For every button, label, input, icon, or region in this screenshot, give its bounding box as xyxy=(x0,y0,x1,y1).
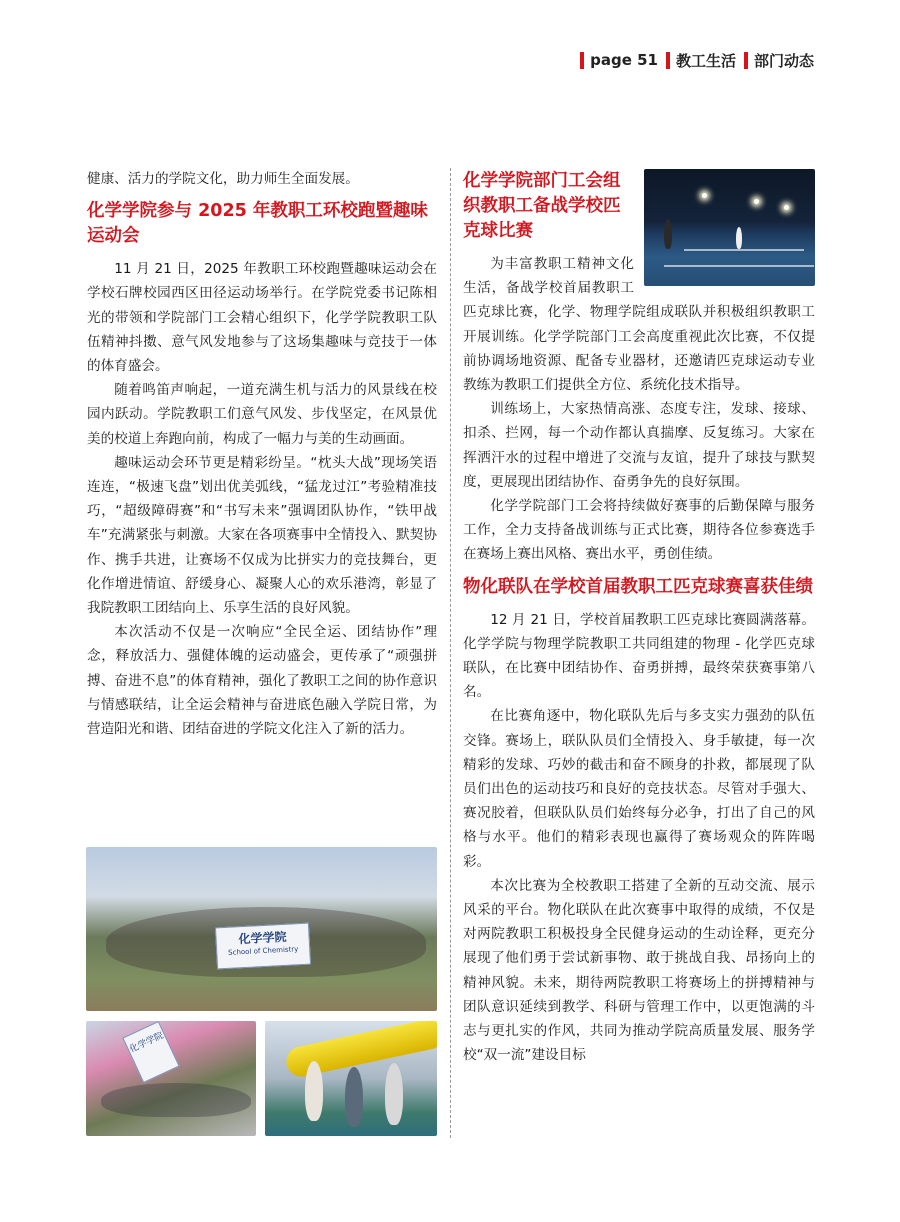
article1-paragraph: 趣味运动会环节更是精彩纷呈。“枕头大战”现场笑语连连，“极速飞盘”划出优美弧线，“猛龙过江”考验精准技巧，“超级障碍赛”和“书写未来”强调团队协作，“铁甲战车”充满紧张与刺激。大家在各项赛事中全情投入、默契协作、携手共进，让赛场不仅成为比拼实力的竞技舞台，更化作增进情谊、舒缓身心、凝聚人心的欢乐港湾，彰显了我院教职工团结向上、乐享生活的良好风貌。 xyxy=(87,454,437,617)
night-court-photo-space xyxy=(644,169,815,286)
floodlight-icon xyxy=(754,199,759,204)
participant-figure xyxy=(385,1063,403,1125)
article1-title: 化学学院参与 2025 年教职工环校跑暨趣味运动会 xyxy=(87,201,428,247)
court-line xyxy=(684,249,804,251)
court-line xyxy=(664,265,814,267)
floodlight-icon xyxy=(784,205,789,210)
floodlight-icon xyxy=(702,193,707,198)
page-header xyxy=(580,50,814,70)
header-accent-bar xyxy=(580,52,584,69)
flag-text: 化学学院 xyxy=(128,1030,166,1056)
page-number: page 51 xyxy=(590,51,658,69)
article2-paragraph: 化学学院部门工会将持续做好赛事的后勤保障与服务工作，全力支持备战训练与正式比赛，期待各位参赛选手在赛场上赛出风格、赛出水平，勇创佳绩。 xyxy=(463,498,815,563)
article3-title: 物化联队在学校首届教职工匹克球赛喜获佳绩 xyxy=(463,576,813,597)
article1-paragraph: 11 月 21 日，2025 年教职工环校跑暨趣味运动会在学校石牌校园西区田径运动场举行。在学院党委书记陈相光的带领和学院部门工会精心组织下，化学学院教职工队伍精神抖擞、意气风发地参与了这场集趣味与竞技于一体的体育盛会。 xyxy=(87,261,437,375)
article2-paragraph: 训练场上，大家热情高涨、态度专注，发球、接球、扣杀、拦网，每一个动作都认真揣摩、反复练习。大家在挥洒汗水的过程中增进了交流与友谊，提升了球技与默契度，更展现出团结协作、奋勇争先的良好氛围。 xyxy=(463,401,815,490)
header-accent-bar xyxy=(666,52,670,69)
section-label: 教工生活 xyxy=(675,51,736,70)
player-figure xyxy=(736,227,742,249)
header-accent-bar xyxy=(744,52,748,69)
school-flag xyxy=(122,1021,179,1083)
inflatable-game-photo xyxy=(265,1021,437,1136)
right-column xyxy=(463,167,815,1068)
column-divider xyxy=(450,168,451,1138)
banner-subtitle: School of Chemistry xyxy=(227,945,299,957)
school-banner xyxy=(215,923,311,970)
subsection-label: 部门动态 xyxy=(753,51,814,70)
article1-paragraph: 本次活动不仅是一次响应“全民全运、团结协作”理念，释放活力、强健体魄的运动盛会，更传承了“顽强拼搏、奋进不息”的体育精神，强化了教职工之间的协作意识与情感联结，让全运会精神与奋进底色融入学院日常，为营造阳光和谐、团结奋进的学院文化注入了新的活力。 xyxy=(87,624,437,738)
flag-group-photo xyxy=(86,1021,256,1136)
banner-title: 化学学院 xyxy=(238,929,287,947)
crowd-figures xyxy=(101,1083,251,1117)
article3-paragraph: 在比赛角逐中，物化联队先后与多支实力强劲的队伍交锋。赛场上，联队队员们全情投入、身手敏捷，每一次精彩的发球、巧妙的截击和奋不顾身的扑救，都展现了队员们出色的运动技巧和良好的竞技状态。尽管对手强大、赛况胶着，但联队队员们始终每分必争，打出了自己的风格与水平。他们的精彩表现也赢得了赛场观众的阵阵喝彩。 xyxy=(463,708,815,870)
article1-paragraph: 随着鸣笛声响起，一道充满生机与活力的风景线在校园内跃动。学院教职工们意气风发、步伐坚定，在风景优美的校道上奔跑向前，构成了一幅力与美的生动画面。 xyxy=(87,382,437,447)
article3-paragraph: 本次比赛为全校教职工搭建了全新的互动交流、展示风采的平台。物化联队在此次赛事中取得的成绩，不仅是对两院教职工积极投身全民健身运动的生动诠释，更充分展现了他们勇于尝试新事物、敢于挑战自我、昂扬向上的精神风貌。未来，期待两院教职工将赛场上的拼搏精神与团队意识延续到教学、科研与管理工作中，以更饱满的斗志与更扎实的作风，共同为推动学院高质量发展、服务学校“双一流”建设目标 xyxy=(463,877,815,1064)
article2-title: 化学学院部门工会组织教职工备战学校匹克球比赛 xyxy=(463,171,621,241)
participant-figure xyxy=(345,1067,363,1127)
group-photo xyxy=(86,847,437,1011)
article3-paragraph: 12 月 21 日，学校首届教职工匹克球比赛圆满落幕。化学学院与物理学院教职工共同组建的物理 - 化学匹克球联队，在比赛中团结协作、奋勇拼搏，最终荣获赛事第八名。 xyxy=(463,611,815,701)
article2-paragraph: 为丰富教职工精神文化生活，备战学校首届教职工匹克球比赛，化学、物理学院组成联队并积极组织教职工开展训练。化学学院部门工会高度重视此次比赛，不仅提前协调场地资源、配备专业器材，还邀请匹克球运动专业教练为教职工们提供全方位、系统化技术指导。 xyxy=(463,256,815,394)
left-column xyxy=(87,167,437,741)
night-court-photo xyxy=(644,169,815,286)
player-figure xyxy=(664,219,672,249)
intro-tail: 健康、活力的学院文化，助力师生全面发展。 xyxy=(87,171,359,187)
participant-figure xyxy=(305,1061,323,1121)
